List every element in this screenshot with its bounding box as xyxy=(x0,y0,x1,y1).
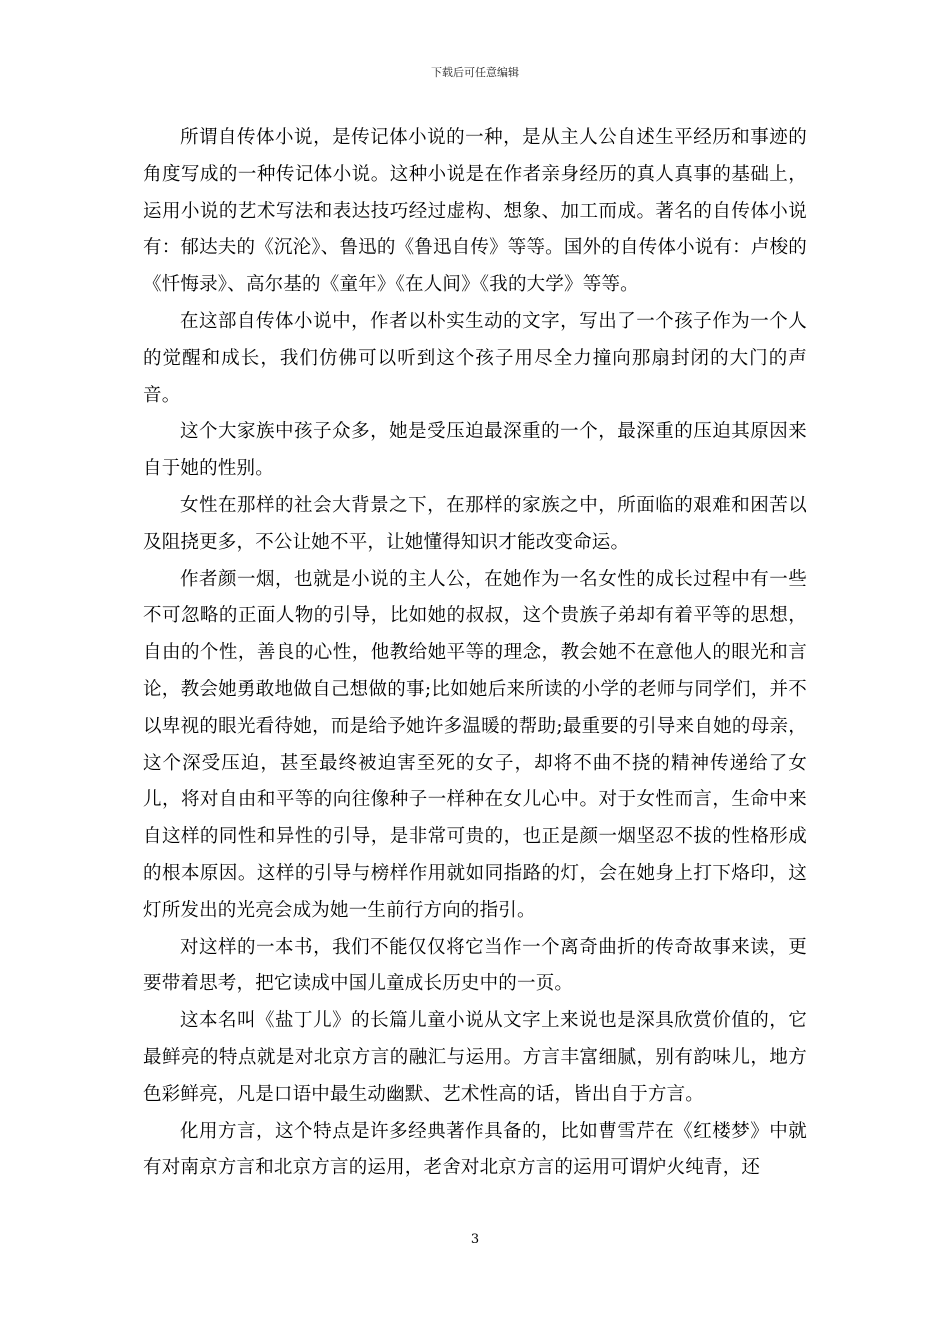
paragraph: 女性在那样的社会大背景之下，在那样的家族之中，所面临的艰难和困苦以及阻挠更多，不公让她不平，让她懂得知识才能改变命运。 xyxy=(143,494,807,553)
paragraph: 所谓自传体小说，是传记体小说的一种，是从主人公自述生平经历和事迹的角度写成的一种传记体小说。这种小说是在作者亲身经历的真人真事的基础上，运用小说的艺术写法和表达技巧经过虚构、想象、加工而成。著名的自传体小说有：郁达夫的《沉沦》、鲁迅的《鲁迅自传》等等。国外的自传体小说有：卢梭的《忏悔录》、高尔基的《童年》《在人间》《我的大学》等等。 xyxy=(143,127,807,296)
paragraph: 这个大家族中孩子众多，她是受压迫最深重的一个，最深重的压迫其原因来自于她的性别。 xyxy=(143,421,807,480)
paragraph: 在这部自传体小说中，作者以朴实生动的文字，写出了一个孩子作为一个人的觉醒和成长，我们仿佛可以听到这个孩子用尽全力撞向那扇封闭的大门的声音。 xyxy=(143,310,807,406)
paragraph: 这本名叫《盐丁儿》的长篇儿童小说从文字上来说也是深具欣赏价值的，它最鲜亮的特点就是对北京方言的融汇与运用。方言丰富细腻，别有韵味儿，地方色彩鲜亮，凡是口语中最生动幽默、艺术性高的话，皆出自于方言。 xyxy=(143,1010,807,1105)
page-header: 下载后可任意编辑 xyxy=(431,66,519,79)
paragraph: 对这样的一本书，我们不能仅仅将它当作一个离奇曲折的传奇故事来读，更要带着思考，把它读成中国儿童成长历史中的一页。 xyxy=(143,936,807,995)
paragraph: 化用方言，这个特点是许多经典著作具备的，比如曹雪芹在《红楼梦》中就有对南京方言和北京方言的运用，老舍对北京方言的运用可谓炉火纯青，还 xyxy=(143,1120,807,1179)
page-number: 3 xyxy=(470,1232,480,1247)
paragraph: 作者颜一烟，也就是小说的主人公，在她作为一名女性的成长过程中有一些不可忽略的正面人物的引导，比如她的叔叔，这个贵族子弟却有着平等的思想，自由的个性，善良的心性，他教给她平等的理念，教会她不在意他人的眼光和言论，教会她勇敢地做自己想做的事;比如她后来所读的小学的老师与同学们，并不以卑视的眼光看待她，而是给予她许多温暖的帮助;最重要的引导来自她的母亲，这个深受压迫，甚至最终被迫害至死的女子，却将不曲不挠的精神传递给了女儿，将对自由和平等的向往像种子一样种在女儿心中。对于女性而言，生命中来自这样的同性和异性的引导，是非常可贵的，也正是颜一烟坚忍不拔的性格形成的根本原因。这样的引导与榜样作用就如同指路的灯，会在她身上打下烙印，这灯所发出的光亮会成为她一生前行方向的指引。 xyxy=(143,568,807,921)
document-body xyxy=(143,120,807,1187)
